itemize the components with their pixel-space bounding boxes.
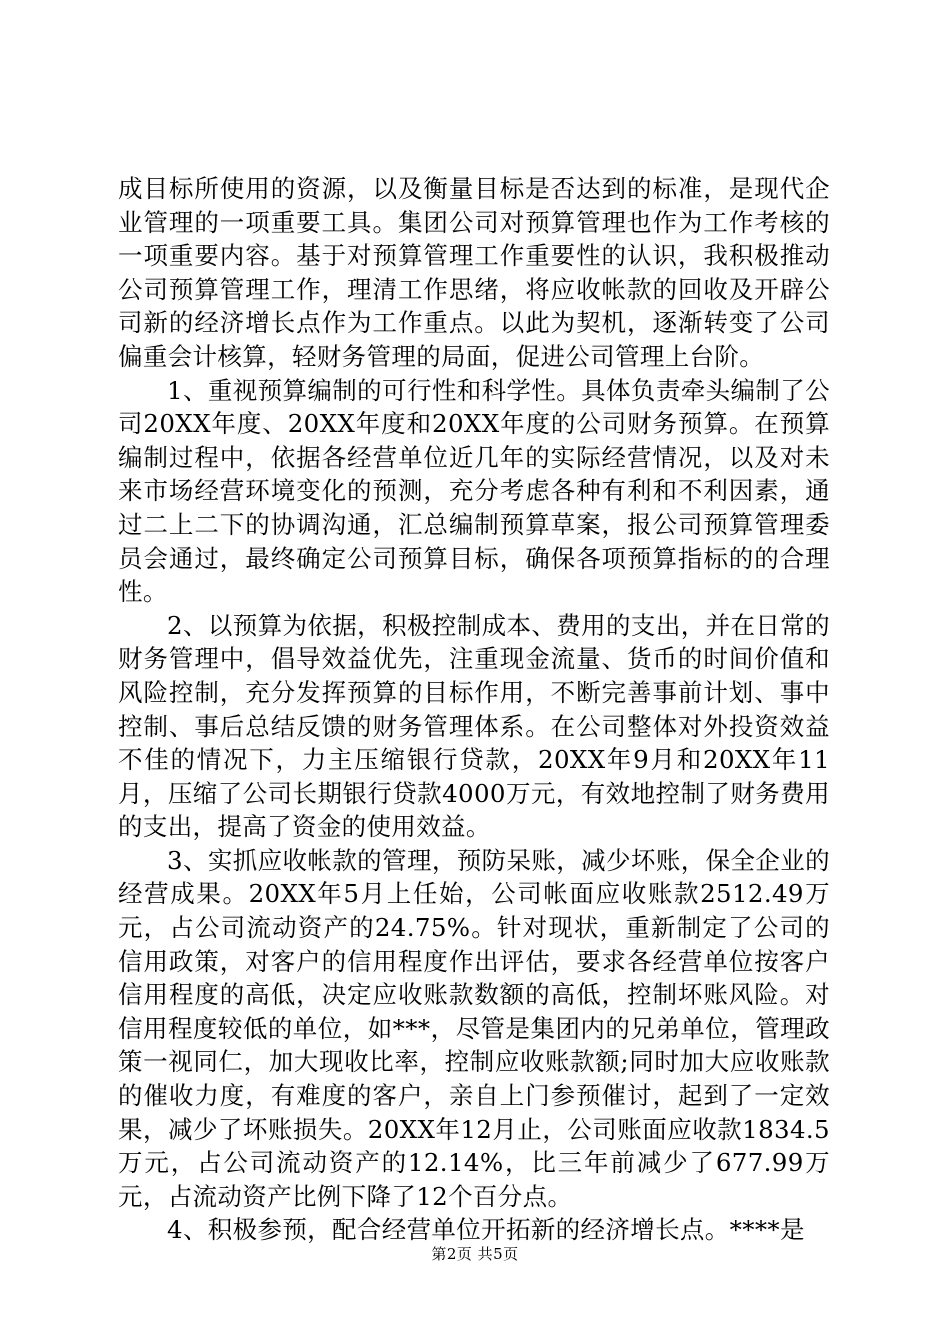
- document-body: [118, 172, 830, 1247]
- paragraph-growth-points: 4、积极参预，配合经营单位开拓新的经济增长点。****是: [167, 1215, 805, 1245]
- paragraph-budget-compilation: 1、重视预算编制的可行性和科学性。具体负责牵头编制了公司20XX年度、20XX年度和20XX年度的公司财务预算。在预算编制过程中，依据各经营单位近几年的实际经营情况，以及对未来市场经营环境变化的预测，充分考虑各种有利和不利因素，通过二上二下的协调沟通，汇总编制预算草案，报公司预算管理委员会通过，最终确定公司预算目标，确保各项预算指标的的合理性。: [118, 375, 830, 607]
- paragraph-intro: 成目标所使用的资源，以及衡量目标是否达到的标准，是现代企业管理的一项重要工具。集团公司对预算管理也作为工作考核的一项重要内容。基于对预算管理工作重要性的认识，我积极推动公司预算管理工作，理清工作思绪，将应收帐款的回收及开辟公司新的经济增长点作为工作重点。以此为契机，逐渐转变了公司偏重会计核算，轻财务管理的局面，促进公司管理上台阶。: [118, 174, 830, 371]
- page-number-footer: 第2页 共5页: [431, 1245, 519, 1263]
- paragraph-cost-control: 2、以预算为依据，积极控制成本、费用的支出，并在日常的财务管理中，倡导效益优先，注重现金流量、货币的时间价值和风险控制，充分发挥预算的目标作用，不断完善事前计划、事中控制、事后总结反馈的财务管理体系。在公司整体对外投资效益不佳的情况下，力主压缩银行贷款，20XX年9月和20XX年11月，压缩了公司长期银行贷款4000万元，有效地控制了财务费用的支出，提高了资金的使用效益。: [118, 610, 830, 842]
- paragraph-receivables: 3、实抓应收帐款的管理，预防呆账，减少坏账，保全企业的经营成果。20XX年5月上任始，公司帐面应收账款2512.49万元，占公司流动资产的24.75%。针对现状，重新制定了公司的信用政策，对客户的信用程度作出评估，要求各经营单位按客户信用程度的高低，决定应收账款数额的高低，控制坏账风险。对信用程度较低的单位，如***，尽管是集团内的兄弟单位，管理政策一视同仁，加大现收比率，控制应收账款额;同时加大应收账款的催收力度，有难度的客户，亲自上门参预催讨，起到了一定效果，减少了坏账损失。20XX年12月止，公司账面应收款1834.5万元，占公司流动资产的12.14%，比三年前减少了677.99万元，占流动资产比例下降了12个百分点。: [118, 845, 830, 1211]
